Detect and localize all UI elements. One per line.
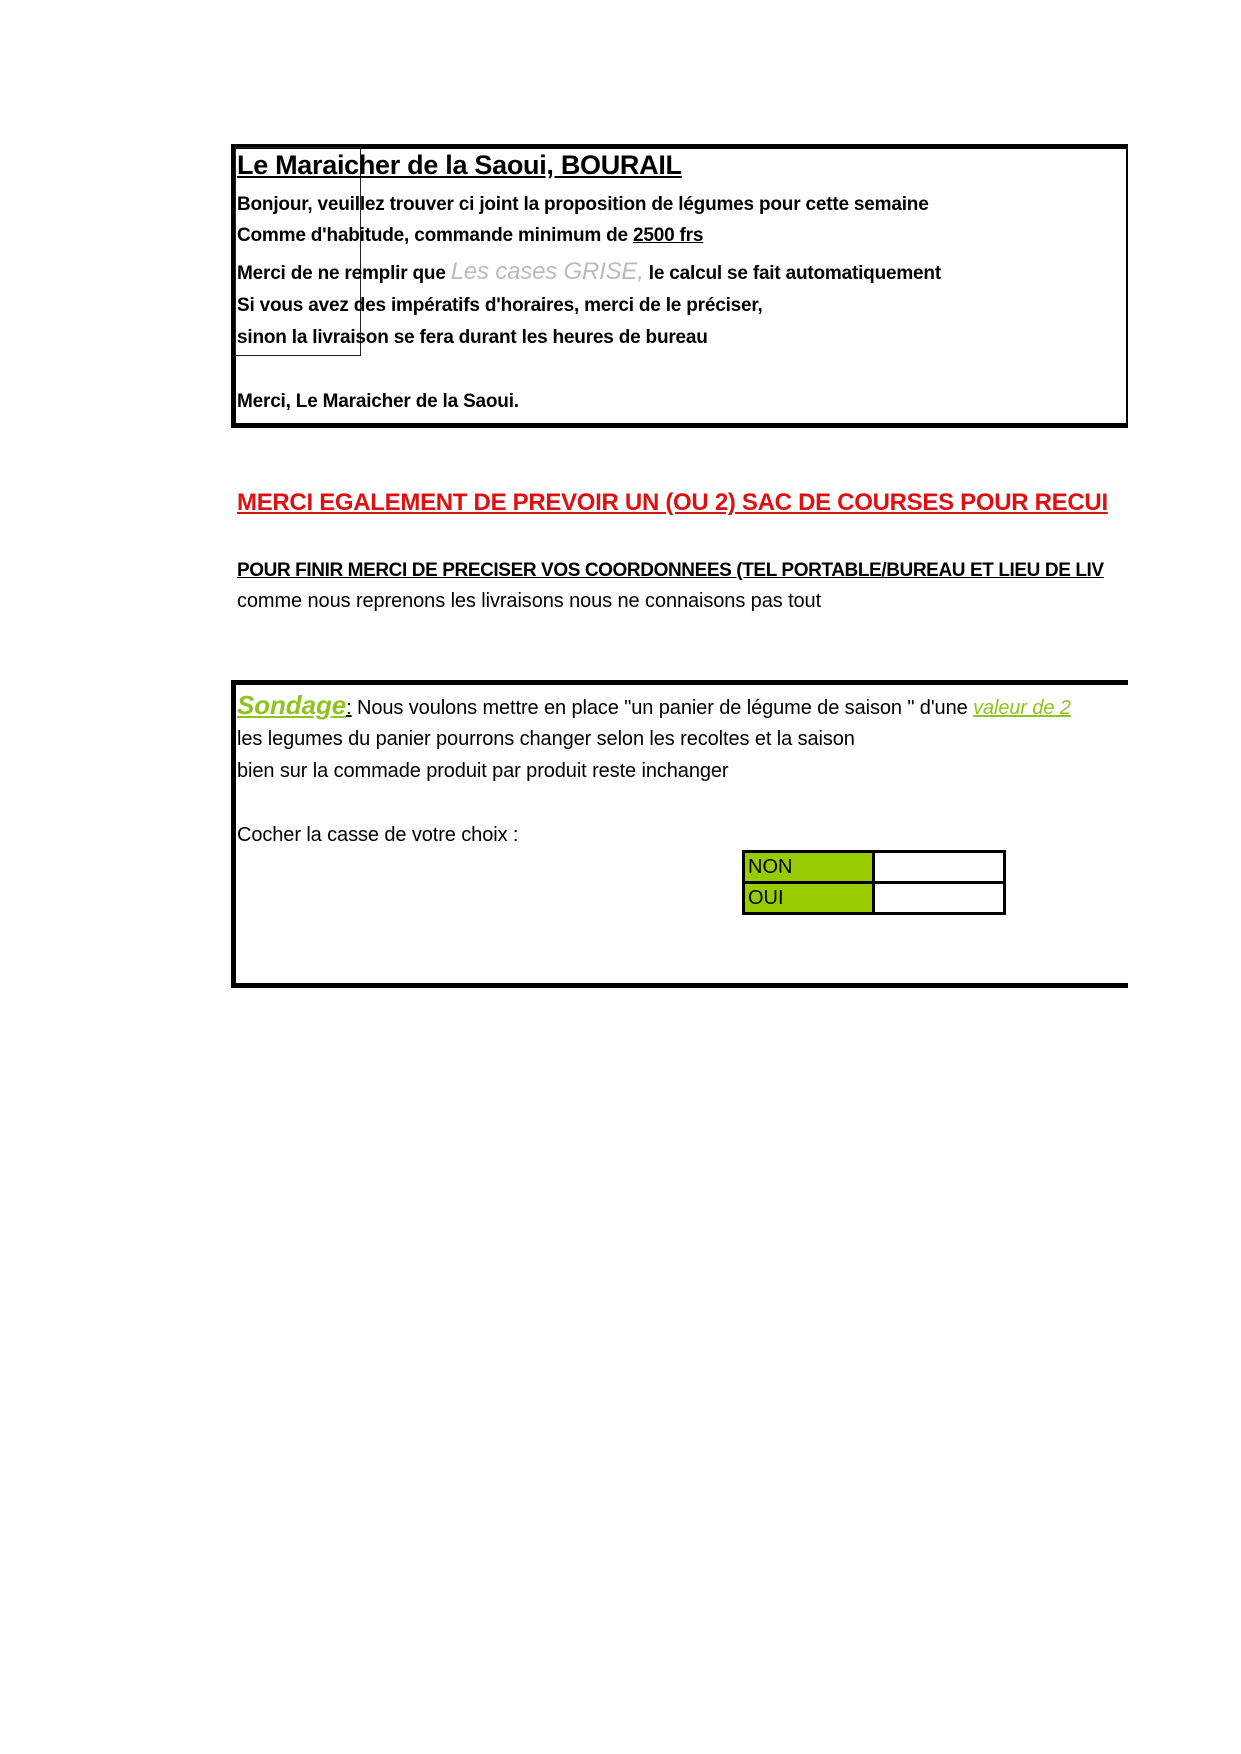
shopping-bag-notice: MERCI EGALEMENT DE PREVOIR UN (OU 2) SAC DE COURSES POUR RECUI	[237, 489, 1108, 516]
minimum-order-amount: 2500 frs	[632, 225, 704, 246]
minimum-order-line	[237, 225, 703, 247]
title-text: Le Maraicher de la Saoui, BOURAIL	[237, 150, 682, 180]
survey-text: Nous voulons mettre en place "un panier de légume de saison " d'une	[351, 697, 974, 719]
minimum-order-prefix: Comme d'habitude, commande minimum de	[237, 225, 633, 246]
survey-line-1	[237, 690, 1071, 721]
schedule-line: Si vous avez des impératifs d'horaires, merci de le préciser,	[237, 295, 763, 316]
grey-cells-note: Les cases GRISE,	[450, 258, 644, 285]
survey-line-2: les legumes du panier pourrons changer selon les recoltes et la saison	[237, 728, 855, 750]
contact-details-notice: POUR FINIR MERCI DE PRECISER VOS COORDONNEES (TEL PORTABLE/BUREAU ET LIEU DE LIV	[237, 560, 1104, 581]
delivery-hours-line: sinon la livraison se fera durant les heures de bureau	[237, 327, 708, 348]
survey-line-3: bien sur la commade produit par produit reste inchanger	[237, 760, 729, 782]
intro-line: Bonjour, veuillez trouver ci joint la proposition de légumes pour cette semaine	[237, 194, 929, 215]
choice-row-non	[744, 852, 1005, 883]
signature: Merci, Le Maraicher de la Saoui.	[237, 391, 519, 412]
survey-colon: :	[346, 697, 352, 719]
survey-prompt: Cocher la casse de votre choix :	[237, 824, 519, 846]
option-checkbox-oui[interactable]	[874, 883, 1005, 914]
option-checkbox-non[interactable]	[874, 852, 1005, 883]
header-box	[231, 144, 1128, 428]
page-title	[237, 150, 682, 181]
choice-row-oui	[744, 883, 1005, 914]
survey-value: valeur de 2	[973, 697, 1071, 719]
instructions-suffix: le calcul se fait automatiquement	[643, 263, 941, 284]
survey-label: Sondage	[237, 690, 347, 720]
option-label-oui: OUI	[744, 883, 874, 914]
option-label-non: NON	[744, 852, 874, 883]
instructions-line	[237, 258, 941, 286]
contact-details-subtext: comme nous reprenons les livraisons nous ne connaisons pas tout	[237, 590, 822, 612]
instructions-prefix: Merci de ne remplir que	[237, 263, 451, 284]
choice-table	[742, 850, 1006, 915]
